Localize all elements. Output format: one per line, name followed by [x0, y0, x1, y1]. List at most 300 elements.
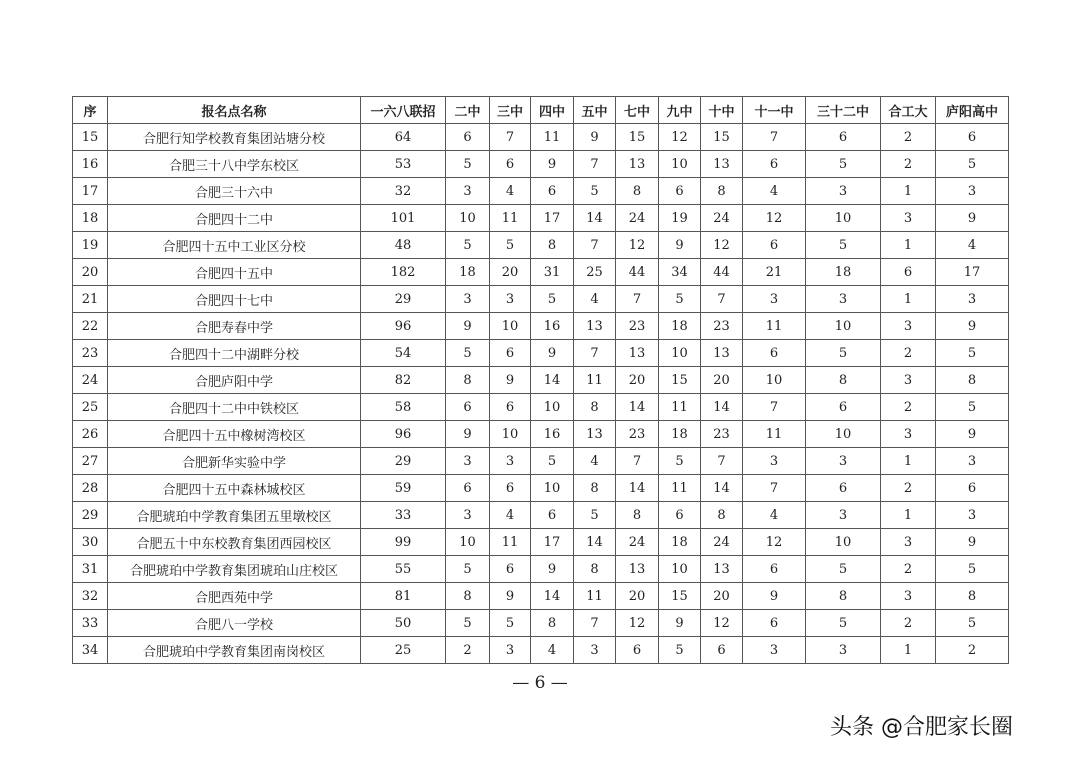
quota-cell: 6: [743, 151, 806, 178]
quota-cell: 96: [361, 313, 446, 340]
quota-cell: 13: [701, 340, 743, 367]
quota-cell: 9: [531, 340, 574, 367]
table-row: [73, 448, 1009, 475]
quota-cell: 9: [936, 313, 1009, 340]
column-header: 二中: [446, 97, 490, 124]
quota-cell: 1: [881, 232, 936, 259]
quota-cell: 14: [616, 394, 659, 421]
quota-cell: 11: [574, 583, 616, 610]
quota-cell: 4: [490, 502, 531, 529]
quota-cell: 8: [701, 178, 743, 205]
quota-cell: 17: [531, 205, 574, 232]
quota-cell: 11: [743, 313, 806, 340]
table-row: [73, 232, 1009, 259]
school-name: 合肥庐阳中学: [108, 367, 361, 394]
quota-cell: 10: [659, 151, 701, 178]
quota-cell: 7: [743, 124, 806, 151]
quota-cell: 3: [806, 502, 881, 529]
table-row: [73, 556, 1009, 583]
quota-cell: 5: [806, 151, 881, 178]
quota-cell: 10: [806, 421, 881, 448]
school-name: 合肥四十七中: [108, 286, 361, 313]
quota-cell: 17: [936, 259, 1009, 286]
table-row: [73, 610, 1009, 637]
quota-cell: 10: [806, 205, 881, 232]
quota-cell: 9: [531, 151, 574, 178]
quota-cell: 6: [806, 394, 881, 421]
row-index: 29: [73, 502, 108, 529]
watermark: 头条 @合肥家长圈: [830, 715, 1013, 740]
quota-cell: 13: [701, 556, 743, 583]
row-index: 19: [73, 232, 108, 259]
quota-cell: 5: [659, 637, 701, 664]
quota-cell: 101: [361, 205, 446, 232]
school-name: 合肥四十二中中铁校区: [108, 394, 361, 421]
quota-cell: 11: [743, 421, 806, 448]
quota-cell: 16: [531, 421, 574, 448]
quota-cell: 6: [446, 394, 490, 421]
quota-cell: 7: [574, 340, 616, 367]
quota-cell: 6: [701, 637, 743, 664]
quota-cell: 2: [881, 610, 936, 637]
quota-cell: 9: [531, 556, 574, 583]
table-row: [73, 313, 1009, 340]
quota-cell: 34: [659, 259, 701, 286]
column-header: 七中: [616, 97, 659, 124]
quota-cell: 7: [743, 475, 806, 502]
quota-cell: 33: [361, 502, 446, 529]
column-header: 十中: [701, 97, 743, 124]
table-row: [73, 502, 1009, 529]
quota-cell: 9: [936, 421, 1009, 448]
quota-cell: 12: [616, 232, 659, 259]
school-name: 合肥四十五中森林城校区: [108, 475, 361, 502]
quota-cell: 7: [743, 394, 806, 421]
quota-cell: 3: [446, 502, 490, 529]
table-row: [73, 529, 1009, 556]
quota-cell: 8: [574, 556, 616, 583]
quota-cell: 9: [574, 124, 616, 151]
column-header: 三中: [490, 97, 531, 124]
quota-cell: 9: [936, 205, 1009, 232]
quota-cell: 6: [659, 502, 701, 529]
quota-cell: 11: [659, 394, 701, 421]
quota-cell: 12: [743, 205, 806, 232]
quota-cell: 3: [881, 205, 936, 232]
quota-cell: 9: [659, 232, 701, 259]
table-row: [73, 178, 1009, 205]
quota-cell: 8: [936, 583, 1009, 610]
quota-cell: 8: [446, 583, 490, 610]
table-row: [73, 151, 1009, 178]
quota-cell: 20: [616, 367, 659, 394]
quota-cell: 1: [881, 178, 936, 205]
quota-cell: 6: [743, 232, 806, 259]
quota-cell: 10: [659, 556, 701, 583]
quota-cell: 7: [616, 286, 659, 313]
quota-cell: 6: [743, 556, 806, 583]
quota-cell: 18: [659, 529, 701, 556]
quota-cell: 7: [616, 448, 659, 475]
quota-cell: 5: [531, 286, 574, 313]
row-index: 18: [73, 205, 108, 232]
quota-cell: 6: [806, 475, 881, 502]
quota-cell: 10: [490, 421, 531, 448]
quota-cell: 7: [490, 124, 531, 151]
quota-cell: 2: [881, 394, 936, 421]
quota-cell: 3: [806, 178, 881, 205]
quota-cell: 16: [531, 313, 574, 340]
quota-cell: 5: [659, 448, 701, 475]
quota-cell: 3: [936, 502, 1009, 529]
quota-cell: 53: [361, 151, 446, 178]
quota-cell: 5: [936, 556, 1009, 583]
quota-cell: 25: [574, 259, 616, 286]
quota-cell: 5: [446, 556, 490, 583]
quota-cell: 3: [490, 286, 531, 313]
row-index: 26: [73, 421, 108, 448]
quota-cell: 99: [361, 529, 446, 556]
quota-cell: 18: [806, 259, 881, 286]
quota-cell: 10: [743, 367, 806, 394]
row-index: 34: [73, 637, 108, 664]
quota-cell: 59: [361, 475, 446, 502]
quota-cell: 15: [701, 124, 743, 151]
quota-cell: 2: [881, 475, 936, 502]
quota-cell: 3: [936, 178, 1009, 205]
table-row: [73, 124, 1009, 151]
quota-cell: 12: [616, 610, 659, 637]
quota-cell: 24: [701, 205, 743, 232]
quota-cell: 44: [616, 259, 659, 286]
quota-cell: 1: [881, 502, 936, 529]
quota-cell: 13: [616, 151, 659, 178]
row-index: 23: [73, 340, 108, 367]
quota-cell: 13: [616, 556, 659, 583]
quota-cell: 3: [446, 286, 490, 313]
quota-cell: 5: [806, 232, 881, 259]
quota-cell: 6: [490, 340, 531, 367]
quota-cell: 13: [701, 151, 743, 178]
quota-cell: 10: [490, 313, 531, 340]
quota-cell: 18: [659, 313, 701, 340]
quota-cell: 8: [936, 367, 1009, 394]
quota-cell: 7: [574, 610, 616, 637]
quota-cell: 13: [574, 313, 616, 340]
quota-cell: 3: [446, 178, 490, 205]
quota-cell: 4: [743, 178, 806, 205]
quota-cell: 3: [806, 637, 881, 664]
quota-cell: 5: [531, 448, 574, 475]
quota-cell: 1: [881, 637, 936, 664]
quota-cell: 5: [490, 610, 531, 637]
quota-cell: 7: [574, 232, 616, 259]
quota-cell: 13: [616, 340, 659, 367]
quota-cell: 3: [446, 448, 490, 475]
quota-cell: 6: [446, 124, 490, 151]
quota-cell: 44: [701, 259, 743, 286]
quota-cell: 96: [361, 421, 446, 448]
quota-cell: 6: [936, 475, 1009, 502]
quota-cell: 3: [881, 583, 936, 610]
row-index: 16: [73, 151, 108, 178]
quota-cell: 6: [531, 502, 574, 529]
row-index: 31: [73, 556, 108, 583]
column-header: 三十二中: [806, 97, 881, 124]
quota-cell: 11: [490, 529, 531, 556]
school-name: 合肥四十二中: [108, 205, 361, 232]
table-row: [73, 340, 1009, 367]
quota-cell: 6: [531, 178, 574, 205]
quota-cell: 14: [531, 367, 574, 394]
page-number: — 6 —: [512, 673, 568, 693]
quota-cell: 8: [701, 502, 743, 529]
quota-cell: 48: [361, 232, 446, 259]
column-header: 四中: [531, 97, 574, 124]
quota-cell: 24: [616, 529, 659, 556]
quota-cell: 11: [574, 367, 616, 394]
quota-cell: 2: [446, 637, 490, 664]
quota-cell: 2: [936, 637, 1009, 664]
quota-cell: 14: [701, 475, 743, 502]
column-header: 庐阳高中: [936, 97, 1009, 124]
quota-cell: 24: [701, 529, 743, 556]
quota-cell: 9: [936, 529, 1009, 556]
quota-cell: 3: [936, 448, 1009, 475]
quota-cell: 3: [881, 421, 936, 448]
quota-cell: 19: [659, 205, 701, 232]
quota-cell: 10: [531, 475, 574, 502]
quota-cell: 5: [936, 610, 1009, 637]
quota-cell: 8: [531, 232, 574, 259]
quota-cell: 3: [806, 448, 881, 475]
quota-cell: 23: [616, 421, 659, 448]
quota-cell: 9: [743, 583, 806, 610]
school-name: 合肥四十五中: [108, 259, 361, 286]
quota-cell: 5: [446, 340, 490, 367]
quota-cell: 4: [574, 448, 616, 475]
quota-cell: 5: [806, 556, 881, 583]
quota-cell: 10: [806, 529, 881, 556]
quota-cell: 8: [616, 178, 659, 205]
quota-cell: 23: [701, 421, 743, 448]
quota-cell: 13: [574, 421, 616, 448]
quota-cell: 7: [701, 448, 743, 475]
quota-cell: 2: [881, 124, 936, 151]
column-header: 报名点名称: [108, 97, 361, 124]
quota-cell: 4: [743, 502, 806, 529]
quota-cell: 55: [361, 556, 446, 583]
row-index: 27: [73, 448, 108, 475]
quota-cell: 14: [574, 205, 616, 232]
quota-cell: 1: [881, 286, 936, 313]
quota-cell: 6: [446, 475, 490, 502]
school-name: 合肥五十中东校教育集团西园校区: [108, 529, 361, 556]
column-header: 一六八联招: [361, 97, 446, 124]
quota-cell: 9: [446, 313, 490, 340]
row-index: 25: [73, 394, 108, 421]
quota-cell: 29: [361, 286, 446, 313]
quota-cell: 6: [490, 394, 531, 421]
quota-cell: 10: [446, 205, 490, 232]
quota-cell: 14: [531, 583, 574, 610]
quota-cell: 1: [881, 448, 936, 475]
quota-cell: 182: [361, 259, 446, 286]
row-index: 21: [73, 286, 108, 313]
school-name: 合肥西苑中学: [108, 583, 361, 610]
quota-cell: 5: [574, 502, 616, 529]
quota-cell: 5: [936, 151, 1009, 178]
school-name: 合肥新华实验中学: [108, 448, 361, 475]
school-name: 合肥四十二中湖畔分校: [108, 340, 361, 367]
row-index: 33: [73, 610, 108, 637]
quota-cell: 12: [659, 124, 701, 151]
quota-cell: 20: [490, 259, 531, 286]
quota-cell: 12: [701, 610, 743, 637]
quota-cell: 8: [806, 367, 881, 394]
column-header: 十一中: [743, 97, 806, 124]
quota-cell: 4: [490, 178, 531, 205]
quota-cell: 3: [574, 637, 616, 664]
quota-cell: 14: [616, 475, 659, 502]
quota-cell: 20: [701, 583, 743, 610]
quota-cell: 9: [490, 367, 531, 394]
quota-cell: 20: [616, 583, 659, 610]
row-index: 30: [73, 529, 108, 556]
quota-cell: 5: [806, 340, 881, 367]
quota-cell: 14: [574, 529, 616, 556]
quota-cell: 10: [531, 394, 574, 421]
column-header: 序: [73, 97, 108, 124]
quota-cell: 6: [616, 637, 659, 664]
quota-cell: 9: [490, 583, 531, 610]
quota-cell: 5: [490, 232, 531, 259]
enrollment-table: [72, 96, 1009, 664]
quota-cell: 2: [881, 340, 936, 367]
quota-cell: 5: [574, 178, 616, 205]
quota-cell: 6: [490, 556, 531, 583]
school-name: 合肥八一学校: [108, 610, 361, 637]
quota-cell: 5: [936, 340, 1009, 367]
quota-cell: 18: [659, 421, 701, 448]
quota-cell: 5: [806, 610, 881, 637]
quota-cell: 3: [936, 286, 1009, 313]
quota-cell: 6: [743, 340, 806, 367]
quota-cell: 12: [743, 529, 806, 556]
row-index: 28: [73, 475, 108, 502]
quota-cell: 15: [659, 583, 701, 610]
school-name: 合肥三十六中: [108, 178, 361, 205]
quota-cell: 5: [446, 232, 490, 259]
quota-cell: 5: [446, 151, 490, 178]
quota-cell: 23: [701, 313, 743, 340]
quota-cell: 9: [446, 421, 490, 448]
quota-cell: 5: [936, 394, 1009, 421]
row-index: 22: [73, 313, 108, 340]
row-index: 20: [73, 259, 108, 286]
school-name: 合肥三十八中学东校区: [108, 151, 361, 178]
quota-cell: 8: [806, 583, 881, 610]
table-row: [73, 286, 1009, 313]
quota-cell: 3: [743, 448, 806, 475]
quota-cell: 54: [361, 340, 446, 367]
row-index: 15: [73, 124, 108, 151]
quota-cell: 10: [446, 529, 490, 556]
quota-cell: 4: [574, 286, 616, 313]
quota-cell: 64: [361, 124, 446, 151]
quota-cell: 23: [616, 313, 659, 340]
quota-cell: 11: [490, 205, 531, 232]
quota-cell: 20: [701, 367, 743, 394]
table-row: [73, 367, 1009, 394]
quota-cell: 3: [743, 637, 806, 664]
quota-cell: 10: [659, 340, 701, 367]
table-row: [73, 583, 1009, 610]
quota-cell: 15: [659, 367, 701, 394]
row-index: 17: [73, 178, 108, 205]
school-name: 合肥四十五中工业区分校: [108, 232, 361, 259]
quota-cell: 6: [490, 475, 531, 502]
quota-cell: 8: [574, 475, 616, 502]
quota-cell: 6: [881, 259, 936, 286]
quota-cell: 9: [659, 610, 701, 637]
quota-cell: 4: [936, 232, 1009, 259]
quota-cell: 11: [531, 124, 574, 151]
quota-cell: 3: [490, 448, 531, 475]
school-name: 合肥四十五中橡树湾校区: [108, 421, 361, 448]
quota-cell: 31: [531, 259, 574, 286]
quota-cell: 5: [446, 610, 490, 637]
quota-cell: 12: [701, 232, 743, 259]
quota-cell: 3: [881, 367, 936, 394]
quota-cell: 11: [659, 475, 701, 502]
table-row: [73, 259, 1009, 286]
quota-cell: 15: [616, 124, 659, 151]
quota-cell: 7: [701, 286, 743, 313]
quota-cell: 21: [743, 259, 806, 286]
quota-cell: 3: [881, 313, 936, 340]
table-row: [73, 205, 1009, 232]
quota-cell: 6: [490, 151, 531, 178]
quota-cell: 25: [361, 637, 446, 664]
quota-cell: 2: [881, 151, 936, 178]
table-row: [73, 475, 1009, 502]
quota-cell: 3: [743, 286, 806, 313]
column-header: 合工大: [881, 97, 936, 124]
quota-cell: 2: [881, 556, 936, 583]
row-index: 24: [73, 367, 108, 394]
quota-cell: 7: [574, 151, 616, 178]
school-name: 合肥琥珀中学教育集团琥珀山庄校区: [108, 556, 361, 583]
quota-cell: 24: [616, 205, 659, 232]
quota-cell: 29: [361, 448, 446, 475]
row-index: 32: [73, 583, 108, 610]
school-name: 合肥寿春中学: [108, 313, 361, 340]
quota-cell: 17: [531, 529, 574, 556]
quota-cell: 8: [531, 610, 574, 637]
table-header-row: [73, 97, 1009, 124]
quota-cell: 8: [574, 394, 616, 421]
school-name: 合肥琥珀中学教育集团五里墩校区: [108, 502, 361, 529]
quota-cell: 6: [936, 124, 1009, 151]
quota-cell: 6: [743, 610, 806, 637]
quota-cell: 6: [659, 178, 701, 205]
quota-cell: 10: [806, 313, 881, 340]
quota-cell: 8: [616, 502, 659, 529]
table-row: [73, 394, 1009, 421]
school-name: 合肥琥珀中学教育集团南岗校区: [108, 637, 361, 664]
quota-cell: 5: [659, 286, 701, 313]
